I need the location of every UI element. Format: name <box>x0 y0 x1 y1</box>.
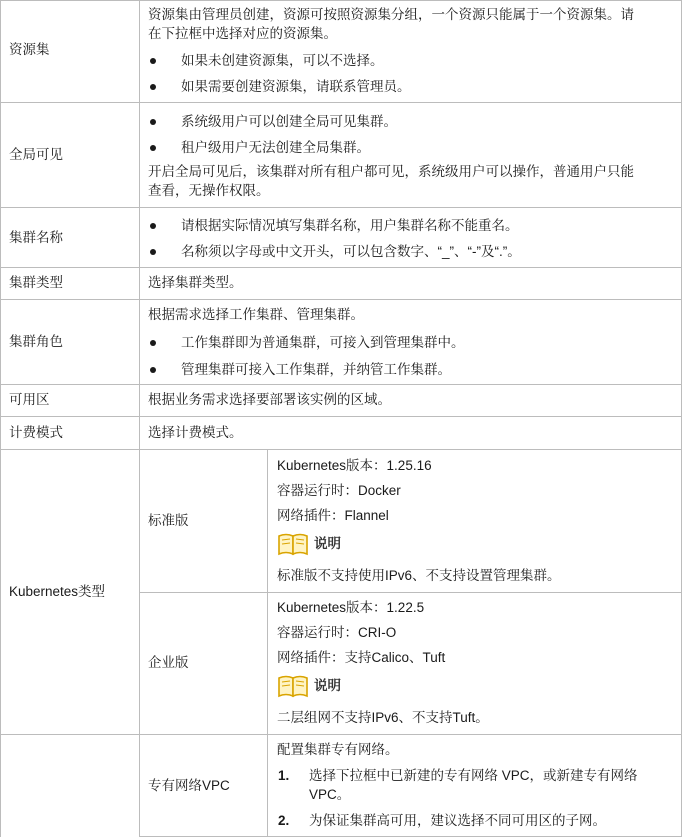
billing-mode-desc: 选择计费模式。 <box>148 425 243 440</box>
book-note-icon <box>277 674 309 698</box>
cluster-name-bullet-1: 请根据实际情况填写集群名称，用户集群名称不能重名。 <box>181 218 519 233</box>
row-divider <box>0 0 682 1</box>
note-label: 说明 <box>314 536 341 551</box>
enterprise-k8s-version: Kubernetes版本：1.22.5 <box>277 600 425 615</box>
vpc-step-1-number: 1. <box>278 768 290 783</box>
cluster-role-bullet-2: 管理集群可接入工作集群，并纳管工作集群。 <box>181 362 451 377</box>
bullet-dot <box>150 249 156 255</box>
row-label-global-visible: 全局可见 <box>9 147 63 162</box>
standard-edition-label: 标准版 <box>148 513 189 528</box>
global-visible-bullet-2: 租户级用户无法创建全局集群。 <box>181 140 370 155</box>
bullet-dot <box>150 367 156 373</box>
bullet-dot <box>150 84 156 90</box>
row-label-resource-set: 资源集 <box>9 42 50 57</box>
row-label-cluster-role: 集群角色 <box>9 334 63 349</box>
vpc-desc: 配置集群专有网络。 <box>277 742 399 757</box>
vpc-step-1-line2: VPC。 <box>309 787 351 802</box>
global-visible-desc-line2: 查看，无操作权限。 <box>148 183 270 198</box>
standard-network-plugin: 网络插件：Flannel <box>277 508 389 523</box>
resource-set-bullet-2: 如果需要创建资源集，请联系管理员。 <box>181 79 411 94</box>
book-note-icon <box>277 532 309 556</box>
enterprise-edition-label: 企业版 <box>148 655 189 670</box>
enterprise-network-plugin: 网络插件：支持Calico、Tuft <box>277 650 446 665</box>
standard-runtime: 容器运行时：Docker <box>277 483 401 498</box>
column-divider <box>0 0 1 837</box>
row-label-availability-zone: 可用区 <box>9 392 50 407</box>
enterprise-runtime: 容器运行时：CRI-O <box>277 625 397 640</box>
vpc-step-2-line1: 为保证集群高可用，建议选择不同可用区的子网。 <box>309 813 606 828</box>
row-label-billing-mode: 计费模式 <box>9 425 63 440</box>
row-divider <box>0 102 682 103</box>
resource-set-desc-line2: 在下拉框中选择对应的资源集。 <box>148 26 337 41</box>
bullet-dot <box>150 223 156 229</box>
resource-set-bullet-1: 如果未创建资源集，可以不选择。 <box>181 53 384 68</box>
column-divider <box>139 0 140 837</box>
cluster-role-desc: 根据需求选择工作集群、管理集群。 <box>148 307 364 322</box>
cluster-name-bullet-2: 名称须以字母或中文开头，可以包含数字、“_”、“-”及“.”。 <box>181 244 521 259</box>
row-divider <box>0 267 682 268</box>
row-label-cluster-type: 集群类型 <box>9 275 63 290</box>
column-divider <box>267 449 268 837</box>
standard-note-text: 标准版不支持使用IPv6、不支持设置管理集群。 <box>277 568 561 583</box>
bullet-dot <box>150 145 156 151</box>
standard-note-header <box>277 532 341 556</box>
row-divider <box>0 384 682 385</box>
bullet-dot <box>150 119 156 125</box>
row-label-cluster-name: 集群名称 <box>9 230 63 245</box>
vpc-step-2-number: 2. <box>278 813 290 828</box>
row-divider <box>0 734 682 735</box>
bullet-dot <box>150 340 156 346</box>
global-visible-desc-line1: 开启全局可见后，该集群对所有租户都可见，系统级用户可以操作，普通用户只能 <box>148 164 634 179</box>
row-divider <box>0 299 682 300</box>
note-label: 说明 <box>314 678 341 693</box>
enterprise-note-header <box>277 674 341 698</box>
row-divider <box>139 592 682 593</box>
global-visible-bullet-1: 系统级用户可以创建全局可见集群。 <box>181 114 397 129</box>
availability-zone-desc: 根据业务需求选择要部署该实例的区域。 <box>148 392 391 407</box>
standard-k8s-version: Kubernetes版本：1.25.16 <box>277 458 432 473</box>
resource-set-desc-line1: 资源集由管理员创建，资源可按照资源集分组，一个资源只能属于一个资源集。请 <box>148 7 634 22</box>
row-label-vpc: 专有网络VPC <box>148 778 230 793</box>
row-divider <box>0 207 682 208</box>
row-label-kubernetes-type: Kubernetes类型 <box>9 584 106 599</box>
row-divider <box>0 416 682 417</box>
bullet-dot <box>150 58 156 64</box>
row-divider <box>0 449 682 450</box>
vpc-step-1-line1: 选择下拉框中已新建的专有网络 VPC，或新建专有网络 <box>309 768 638 783</box>
cluster-type-desc: 选择集群类型。 <box>148 275 243 290</box>
cluster-role-bullet-1: 工作集群即为普通集群，可接入到管理集群中。 <box>181 335 465 350</box>
enterprise-note-text: 二层组网不支持IPv6、不支持Tuft。 <box>277 710 489 725</box>
